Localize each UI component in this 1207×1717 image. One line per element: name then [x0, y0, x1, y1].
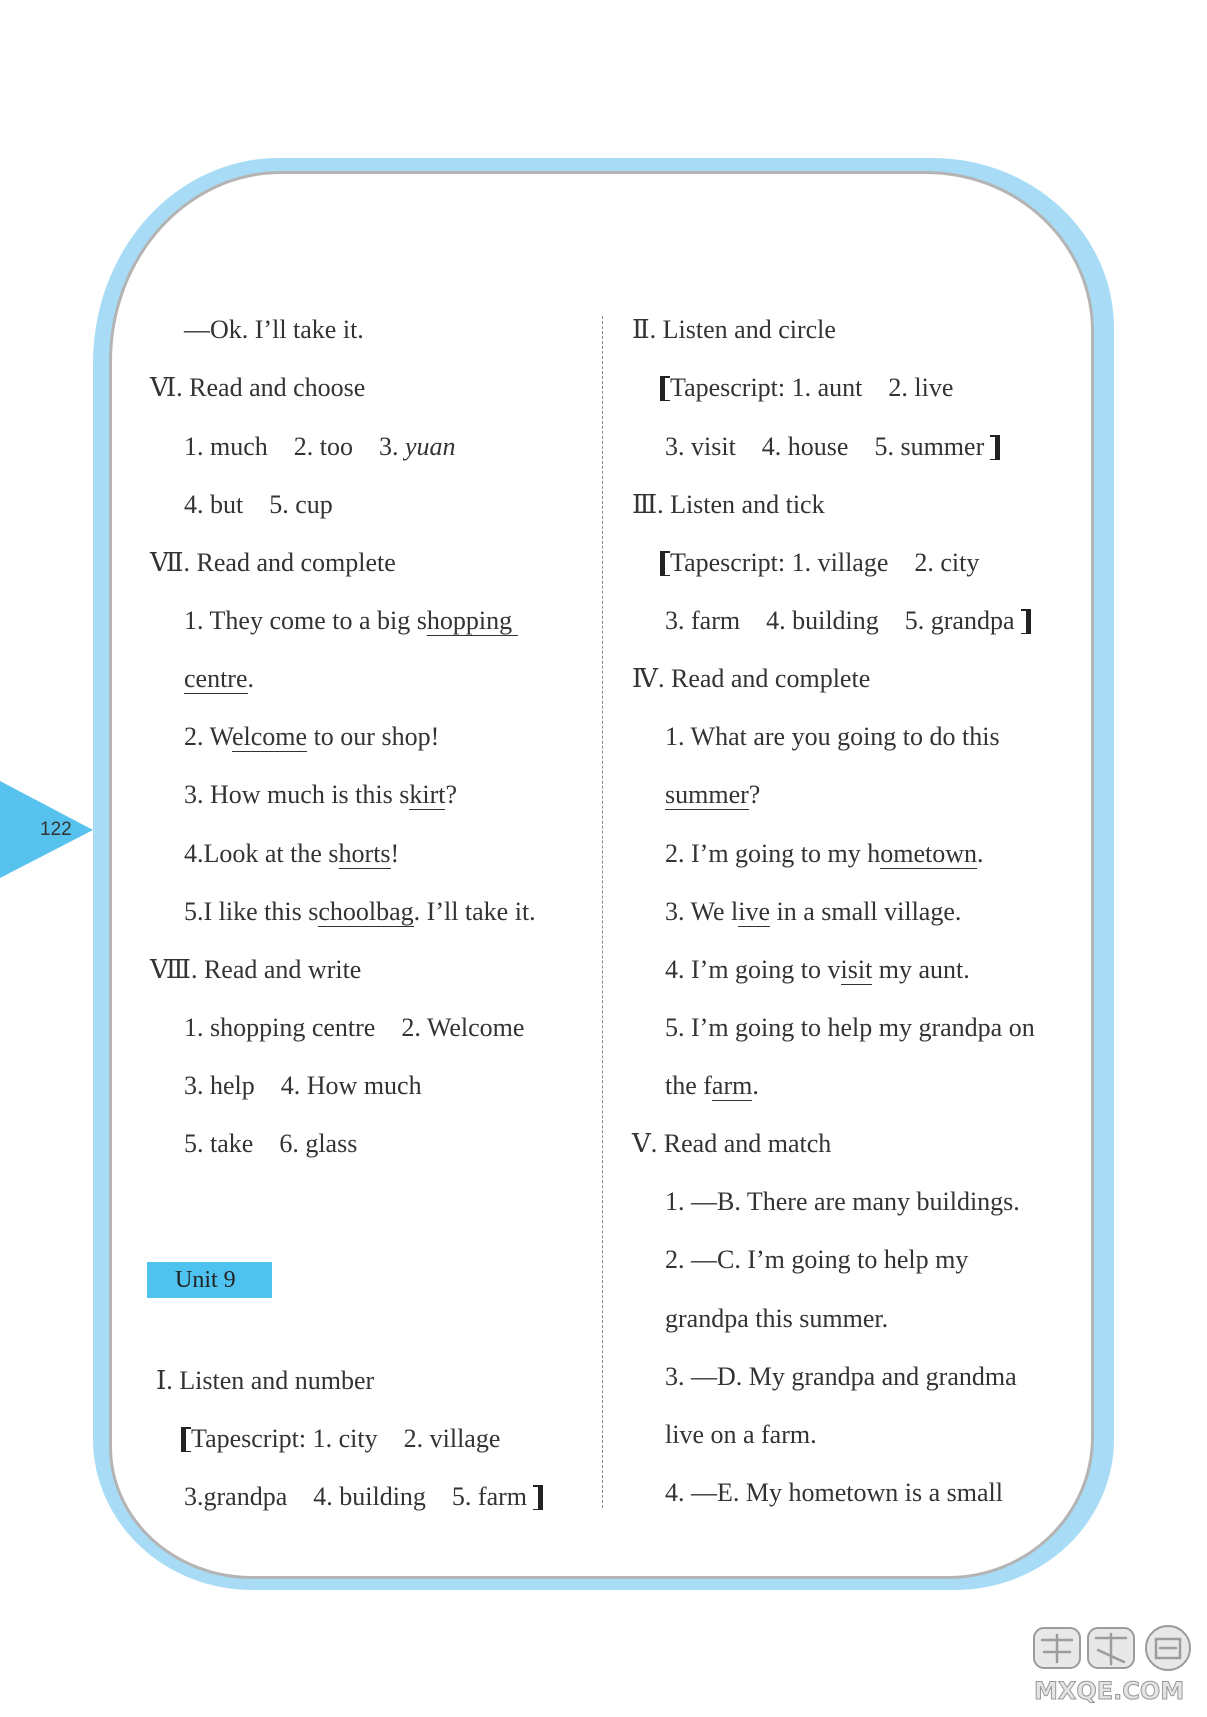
answer-item: 3.grandpa [184, 1482, 288, 1511]
sentence-line [665, 838, 983, 870]
underlined-answer: summer [665, 780, 749, 809]
answer-item: 5. summer [874, 432, 985, 461]
answer-item: 3. farm [665, 606, 741, 635]
answer-item: 5. cup [269, 490, 333, 519]
underlined-answer: ive [738, 897, 771, 926]
tapescript-line [658, 372, 953, 404]
match-line: 1. —B. There are many buildings. [665, 1187, 1020, 1216]
sentence-text: . [976, 839, 984, 868]
sentence-text: my aunt. [872, 955, 970, 984]
answer-item: 2. too [293, 432, 353, 461]
answer-item: 2. city [914, 548, 980, 577]
sentence-text: 4.Look at the s [184, 839, 339, 868]
section-heading: Ⅶ. Read and complete [150, 548, 396, 577]
sentence-text: the f [665, 1071, 712, 1100]
answer-item: 4. building [313, 1482, 426, 1511]
underlined-answer: centre [184, 664, 248, 693]
match-line: 4. —E. My hometown is a small [665, 1478, 1003, 1507]
answer-item: 3. help [184, 1071, 255, 1100]
sentence-line [184, 605, 518, 637]
sentence-text: 2. W [184, 722, 232, 751]
sentence-line [184, 896, 536, 928]
answer-number: 3. [379, 432, 399, 461]
right-bracket [533, 1484, 545, 1510]
watermark-text: MXQE.COM [1034, 1677, 1185, 1705]
answer-item: 5. grandpa [904, 606, 1015, 635]
sentence-text: . [752, 1071, 759, 1100]
underlined-answer: choolbag [318, 897, 414, 926]
left-bracket [658, 550, 670, 576]
watermark [1030, 1622, 1202, 1712]
sentence-line [665, 779, 760, 811]
section-heading: Ⅷ. Read and write [150, 955, 362, 984]
sentence-line [184, 838, 399, 870]
tapescript-line [665, 431, 1002, 463]
answer-item: 4. house [761, 432, 849, 461]
underlined-answer: horts [338, 839, 391, 868]
answer-item: Tapescript: 1. village [670, 548, 889, 577]
sentence-text: ! [390, 839, 400, 868]
section-heading: Ⅱ. Listen and circle [632, 315, 836, 344]
left-bracket [658, 375, 670, 401]
column-divider [602, 316, 603, 1508]
tapescript-line [665, 605, 1033, 637]
answer-item: 5. take [184, 1129, 254, 1158]
answer-item: 2. Welcome [401, 1013, 525, 1042]
sentence-text: ? [445, 780, 457, 809]
underlined-answer: elcome [232, 722, 308, 751]
underlined-answer: kirt [409, 780, 446, 809]
sentence-text: 1. They come to a big s [184, 606, 427, 635]
sentence-line: 5. I’m going to help my grandpa on [665, 1013, 1035, 1042]
tapescript-line [658, 547, 979, 579]
answer-item: 4. but [184, 490, 244, 519]
sentence-text: 3. We l [665, 897, 739, 926]
match-line: grandpa this summer. [665, 1304, 889, 1333]
sentence-line [184, 721, 439, 753]
right-bracket [990, 434, 1002, 460]
answer-row [184, 1128, 357, 1160]
section-heading: Ⅲ. Listen and tick [632, 490, 825, 519]
page-number: 122 [40, 819, 72, 840]
section-heading: Ⅴ. Read and match [632, 1129, 832, 1158]
answer-row [184, 1070, 422, 1102]
sentence-line: 1. What are you going to do this [665, 722, 1000, 751]
sentence-line [665, 954, 970, 986]
sentence-text: ? [748, 780, 761, 809]
left-bracket [179, 1426, 191, 1452]
section-heading: Ⅳ. Read and complete [632, 664, 871, 693]
match-line: 3. —D. My grandpa and grandma [665, 1362, 1017, 1391]
answer-row [184, 1012, 524, 1044]
tapescript-line [179, 1423, 500, 1455]
sentence-text: 2. I’m going to my h [665, 839, 881, 868]
tapescript-line [184, 1481, 545, 1513]
answer-item: 2. village [403, 1424, 501, 1453]
match-line: 2. —C. I’m going to help my [665, 1245, 969, 1274]
answer-row [184, 431, 456, 463]
answer-line: —Ok. I’ll take it. [184, 315, 364, 344]
sentence-text: . I’ll take it. [413, 897, 536, 926]
underlined-answer: isit [840, 955, 873, 984]
answer-item: 4. building [766, 606, 879, 635]
answer-item: 6. glass [279, 1129, 358, 1158]
sentence-line [184, 663, 254, 695]
right-bracket [1021, 608, 1033, 634]
answer-item: 2. live [888, 373, 954, 402]
answer-item: 5. farm [451, 1482, 528, 1511]
sentence-text: . [247, 664, 255, 693]
answer-item: 1. much [184, 432, 268, 461]
answer-item: Tapescript: 1. aunt [670, 373, 863, 402]
answer-row [184, 489, 333, 521]
sentence-line [184, 779, 457, 811]
sentence-line [665, 896, 961, 928]
watermark-logo-icon [1030, 1622, 1202, 1674]
answer-word-italic: yuan [405, 432, 456, 461]
section-heading: Ⅵ. Read and choose [150, 373, 366, 402]
unit-9-badge: Unit 9 [147, 1262, 272, 1298]
sentence-line [665, 1070, 759, 1102]
sentence-text: 5.I like this s [184, 897, 319, 926]
underlined-answer: ometown [880, 839, 977, 868]
answer-item [379, 432, 456, 461]
section-heading: Ⅰ. Listen and number [156, 1366, 375, 1395]
sentence-text: in a small village. [770, 897, 962, 926]
answer-item: 3. visit [665, 432, 736, 461]
answer-item: 4. How much [280, 1071, 422, 1100]
underlined-answer: hopping [427, 606, 518, 636]
sentence-text: 3. How much is this s [184, 780, 410, 809]
sentence-text: 4. I’m going to v [665, 955, 841, 984]
match-line: live on a farm. [665, 1420, 817, 1449]
underlined-answer: arm [711, 1071, 753, 1100]
answer-item: 1. shopping centre [184, 1013, 376, 1042]
answer-item: Tapescript: 1. city [191, 1424, 378, 1453]
sentence-text: to our shop! [307, 722, 440, 751]
